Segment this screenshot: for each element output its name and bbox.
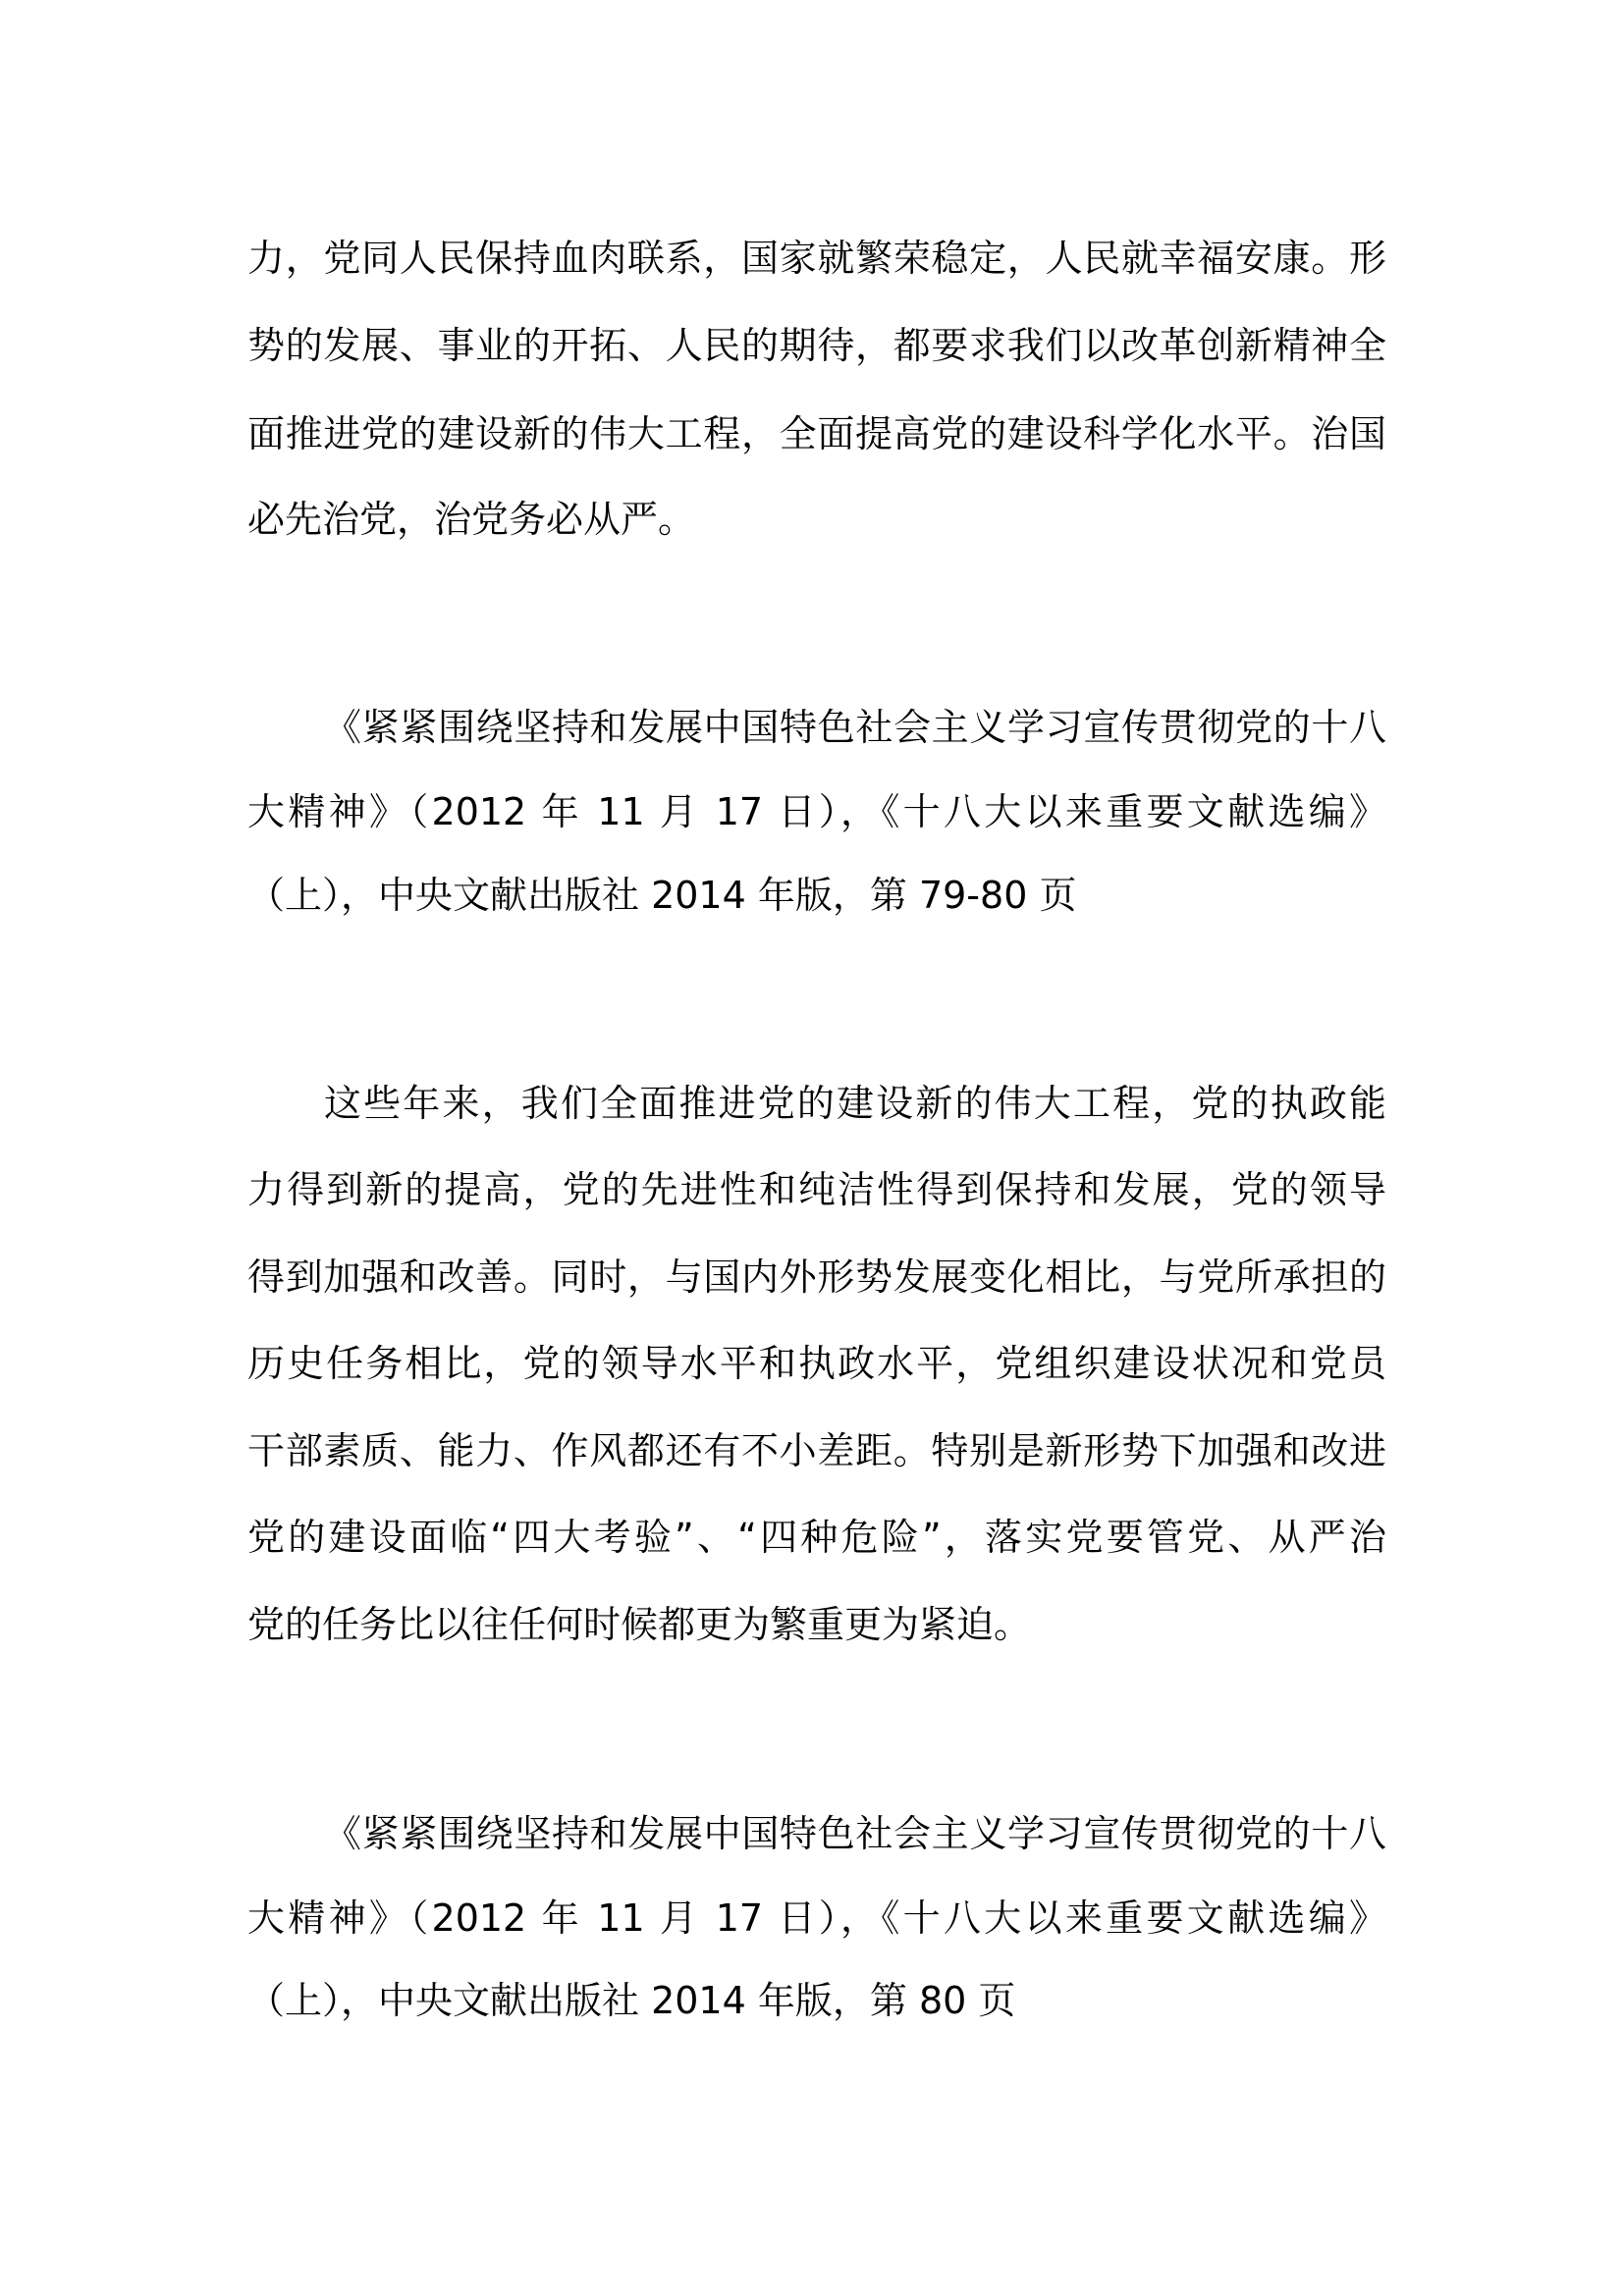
text-line: 历史任务相比，党的领导水平和执政水平，党组织建设状况和党员 [247,1342,1386,1385]
citation-line: 大精神》（2012 年 11 月 17 日），《十八大以来重要文献选编》 [247,1896,1386,1940]
citation-line: （上），中央文献出版社 2014 年版，第 80 页 [247,1979,1016,2022]
citation-line: 《紧紧围绕坚持和发展中国特色社会主义学习宣传贯彻党的十八 [324,1812,1386,1855]
text-line: 面推进党的建设新的伟大工程，全面提高党的建设科学化水平。治国 [247,412,1386,455]
text-line: 这些年来，我们全面推进党的建设新的伟大工程，党的执政能 [324,1082,1386,1125]
citation-line: （上），中央文献出版社 2014 年版，第 79-80 页 [247,874,1077,917]
text-line: 干部素质、能力、作风都还有不小差距。特别是新形势下加强和改进 [247,1429,1386,1472]
text-line: 力，党同人民保持血肉联系，国家就繁荣稳定，人民就幸福安康。形 [247,237,1386,280]
text-line: 党的任务比以往任何时候都更为繁重更为紧迫。 [247,1603,1032,1646]
citation-line: 《紧紧围绕坚持和发展中国特色社会主义学习宣传贯彻党的十八 [324,706,1386,749]
text-line: 必先治党，治党务必从严。 [247,498,696,541]
text-line: 得到加强和改善。同时，与国内外形势发展变化相比，与党所承担的 [247,1255,1386,1299]
text-line: 党的建设面临“四大考验”、“四种危险”，落实党要管党、从严治 [247,1516,1386,1559]
text-line: 力得到新的提高，党的先进性和纯洁性得到保持和发展，党的领导 [247,1168,1386,1211]
text-line: 势的发展、事业的开拓、人民的期待，都要求我们以改革创新精神全 [247,324,1386,367]
citation-line: 大精神》（2012 年 11 月 17 日），《十八大以来重要文献选编》 [247,790,1386,833]
